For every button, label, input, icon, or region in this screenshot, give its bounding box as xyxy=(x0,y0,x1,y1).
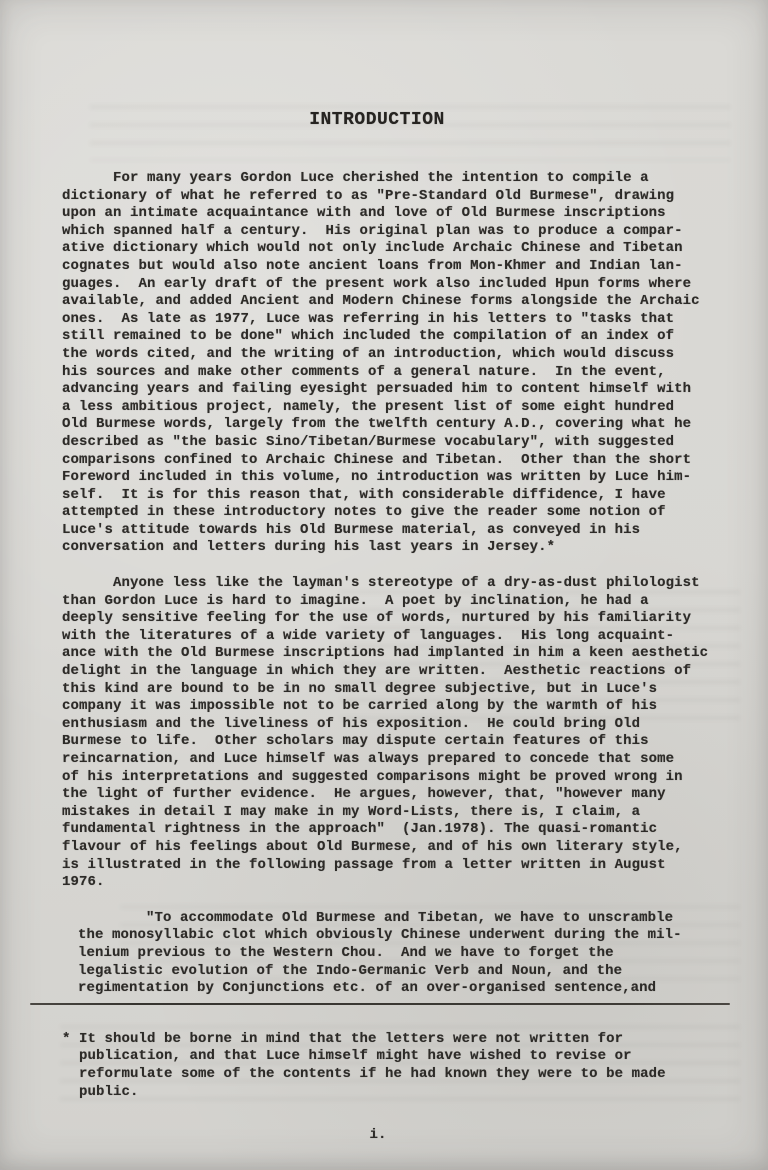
text-line: mistakes in detail I may make in my Word-Lists, there is, I claim, a xyxy=(62,803,641,820)
text-line: this kind are bound to be in no small degree subjective, but in Luce's xyxy=(62,680,658,697)
paragraph-1 xyxy=(62,170,762,557)
text-line: ones. As late as 1977, Luce was referring in his letters to "tasks that xyxy=(62,310,675,327)
text-line: flavour of his feelings about Old Burmese, and of his own literary style, xyxy=(62,838,683,855)
text-line: "To accommodate Old Burmese and Tibetan, we have to unscramble xyxy=(78,909,674,926)
text-line: than Gordon Luce is hard to imagine. A poet by inclination, he had a xyxy=(62,592,649,609)
text-line: conversation and letters during his last years in Jersey.* xyxy=(62,539,556,556)
text-line: available, and added Ancient and Modern Chinese forms alongside the Archaic xyxy=(62,293,700,310)
text-line: reformulate some of the contents if he had known they were to be made xyxy=(62,1065,666,1082)
text-line: the words cited, and the writing of an introduction, which would discuss xyxy=(62,345,675,362)
text-line: * It should be borne in mind that the letters were not written for xyxy=(62,1030,624,1047)
text-line: legalistic evolution of the Indo-Germanic Verb and Noun, and the xyxy=(78,962,623,979)
text-line: public. xyxy=(62,1083,139,1100)
text-line: deeply sensitive feeling for the use of words, nurtured by his familiarity xyxy=(62,610,692,627)
text-line: Luce's attitude towards his Old Burmese material, as conveyed in his xyxy=(62,521,641,538)
text-line: with the literatures of a wide variety of languages. His long acquaint- xyxy=(62,627,675,644)
text-line: regimentation by Conjunctions etc. of an over-organised sentence,and xyxy=(78,980,657,997)
text-line: advancing years and failing eyesight persuaded him to content himself with xyxy=(62,381,692,398)
text-line: publication, and that Luce himself might have wished to revise or xyxy=(62,1048,632,1065)
text-line: fundamental rightness in the approach" (Jan.1978). The quasi-romantic xyxy=(62,821,658,838)
text-line: upon an intimate acquaintance with and love of Old Burmese inscriptions xyxy=(62,205,666,222)
text-line: company it was impossible not to be carried along by the warmth of his xyxy=(62,698,658,715)
text-line: Foreword included in this volume, no introduction was written by Luce him- xyxy=(62,469,692,486)
text-line: is illustrated in the following passage from a letter written in August xyxy=(62,856,666,873)
text-line: described as "the basic Sino/Tibetan/Burmese vocabulary", with suggested xyxy=(62,433,675,450)
text-line: of his interpretations and suggested comparisons might be proved wrong in xyxy=(62,768,683,785)
paragraph-2 xyxy=(62,575,762,892)
page-title: INTRODUCTION xyxy=(309,110,445,130)
text-line: 1976. xyxy=(62,874,105,891)
text-line: Old Burmese words, largely from the twelfth century A.D., covering what he xyxy=(62,416,692,433)
text-line: the light of further evidence. He argues, however, that, "however many xyxy=(62,786,666,803)
text-line: cognates but would also note ancient loans from Mon-Khmer and Indian lan- xyxy=(62,257,683,274)
text-line: enthusiasm and the liveliness of his exposition. He could bring Old xyxy=(62,715,641,732)
text-line: self. It is for this reason that, with considerable diffidence, I have xyxy=(62,486,666,503)
footnote xyxy=(0,1031,762,1101)
text-line: guages. An early draft of the present work also included Hpun forms where xyxy=(62,275,692,292)
text-line: For many years Gordon Luce cherished the intention to compile a xyxy=(62,170,649,186)
text-body xyxy=(0,170,762,998)
text-line: ative dictionary which would not only include Archaic Chinese and Tibetan xyxy=(62,240,683,257)
text-line: still remained to be done" which included the compilation of an index of xyxy=(62,328,675,345)
text-line: Burmese to life. Other scholars may dispute certain features of this xyxy=(62,733,649,750)
text-line: his sources and make other comments of a general nature. In the event, xyxy=(62,363,666,380)
footnote-separator xyxy=(30,1003,730,1005)
text-line: a less ambitious project, namely, the present list of some eight hundred xyxy=(62,398,675,415)
text-line: delight in the language in which they are written. Aesthetic reactions of xyxy=(62,663,692,680)
text-line: Anyone less like the layman's stereotype of a dry-as-dust philologist xyxy=(62,575,700,592)
text-line: comparisons confined to Archaic Chinese and Tibetan. Other than the short xyxy=(62,451,692,468)
text-line: the monosyllabic clot which obviously Chinese underwent during the mil- xyxy=(78,927,682,944)
text-line: reincarnation, and Luce himself was always prepared to concede that some xyxy=(62,751,675,767)
quote-paragraph xyxy=(78,910,762,998)
text-line: attempted in these introductory notes to give the reader some notion of xyxy=(62,504,666,521)
text-line: ance with the Old Burmese inscriptions had implanted in him a keen aesthetic xyxy=(62,645,709,662)
text-line: which spanned half a century. His original plan was to produce a compar- xyxy=(62,222,683,239)
text-line: lenium previous to the Western Chou. And we have to forget the xyxy=(78,944,614,961)
text-line: dictionary of what he referred to as "Pre-Standard Old Burmese", drawing xyxy=(62,187,675,204)
page-number: i. xyxy=(369,1127,387,1144)
